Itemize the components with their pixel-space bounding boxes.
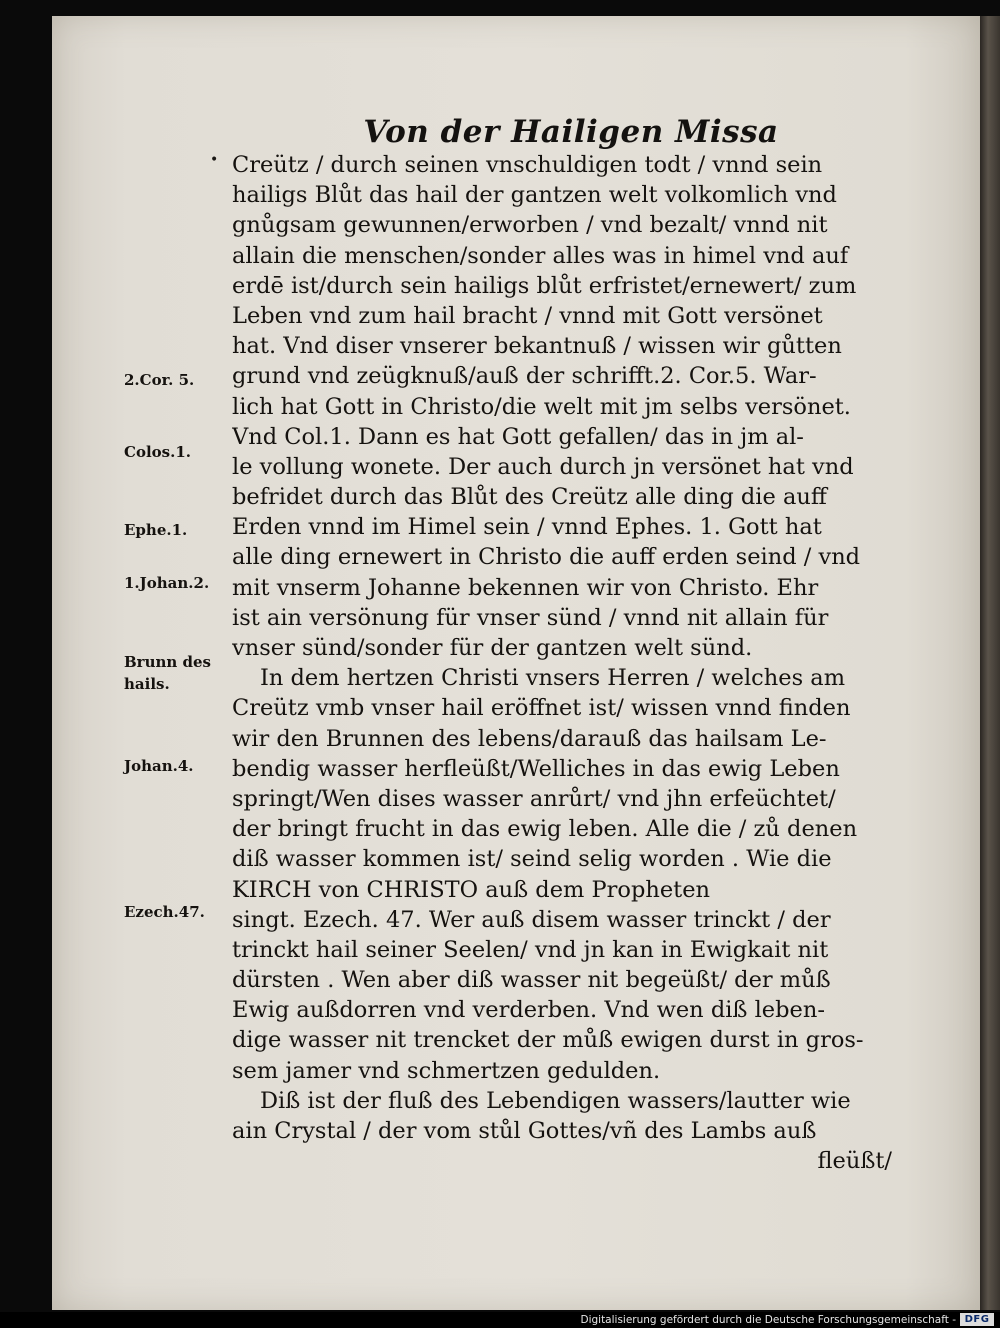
margin-note-colos: Colos.1. [124,443,191,461]
text-line: dige wasser nit trencket der můß ewigen durst in gros- [232,1027,864,1054]
text-line: erdē ist/durch sein hailigs blůt erfristet/ernewert/ zum [232,272,857,299]
text-line: Leben vnd zum hail bracht / vnnd mit Gott versönet [232,302,823,329]
text-line: Diß ist der fluß des Lebendigen wassers/lautter wie [260,1087,851,1114]
margin-note-1-johan: 1.Johan.2. [124,574,210,592]
footer-bar [0,1312,1000,1328]
body-text [232,150,892,1176]
text-line: le vollung wonete. Der auch durch jn versönet hat vnd [232,453,854,480]
text-line: befridet durch das Blůt des Creütz alle ding die auff [232,484,827,511]
page-edge [980,16,1000,1310]
text-line: dürsten . Wen aber diß wasser nit begeüßt/ der můß [232,967,831,994]
text-line: Erden vnnd im Himel sein / vnnd Ephes. 1. Gott hat [232,514,822,541]
text-line: hailigs Blůt das hail der gantzen welt volkomlich vnd [232,182,837,209]
catchword: fleüßt/ [817,1148,892,1175]
running-header: Von der Hailigen Missa [363,114,779,150]
text-line: Creütz vmb vnser hail eröffnet ist/ wissen vnnd finden [232,695,851,722]
text-line: KIRCH von CHRISTO auß dem Propheten [232,876,711,903]
margin-note-2-cor: 2.Cor. 5. [124,371,195,389]
text-line: vnser sünd/sonder für der gantzen welt sünd. [232,635,753,661]
text-line: ain Crystal / der vom stůl Gottes/vñ des Lambs auß [232,1118,817,1144]
text-line: singt. Ezech. 47. Wer auß disem wasser trinckt / der [232,906,831,933]
section-mark: • [210,152,219,168]
margin-note-hails: hails. [124,675,170,693]
text-line: trinckt hail seiner Seelen/ vnd jn kan in Ewigkait nit [232,936,829,963]
text-line: grund vnd zeügknuß/auß der schrifft.2. Cor.5. War- [232,363,817,390]
text-line: Creütz / durch seinen vnschuldigen todt / vnnd sein [232,152,823,178]
funding-notice: Digitalisierung gefördert durch die Deutsche Forschungsgemeinschaft - [580,1314,956,1326]
text-line: alle ding ernewert in Christo die auff erden seind / vnd [232,544,861,571]
text-line: gnůgsam gewunnen/erworben / vnd bezalt/ vnnd nit [232,212,828,239]
margin-note-brunn-des: Brunn des [124,653,211,671]
text-line: Vnd Col.1. Dann es hat Gott gefallen/ das in jm al- [232,423,804,450]
text-line: sem jamer vnd schmertzen gedulden. [232,1057,661,1084]
margin-note-johan-4: Johan.4. [124,757,194,775]
text-line: springt/Wen dises wasser anrůrt/ vnd jhn erfeüchtet/ [232,785,836,812]
text-line: wir den Brunnen des lebens/darauß das hailsam Le- [232,725,827,752]
text-line: Ewig außdorren vnd verderben. Vnd wen diß leben- [232,997,825,1024]
text-line: der bringt frucht in das ewig leben. Alle die / zů denen [232,816,858,843]
text-line: lich hat Gott in Christo/die welt mit jm selbs versönet. [232,393,851,420]
text-line: ist ain versönung für vnser sünd / vnnd nit allain für [232,604,829,631]
dfg-logo[interactable]: DFG [960,1313,994,1326]
text-line: hat. Vnd diser vnserer bekantnuß / wissen wir gůtten [232,333,842,360]
text-line: bendig wasser herfleüßt/Welliches in das ewig Leben [232,755,840,782]
text-line: diß wasser kommen ist/ seind selig worden . Wie die [232,846,832,873]
margin-note-ephe: Ephe.1. [124,521,188,539]
text-line: In dem hertzen Christi vnsers Herren / welches am [260,665,846,692]
text-line: mit vnserm Johanne bekennen wir von Christo. Ehr [232,574,819,601]
margin-note-ezech: Ezech.47. [124,903,205,921]
text-line: allain die menschen/sonder alles was in himel vnd auf [232,242,849,269]
